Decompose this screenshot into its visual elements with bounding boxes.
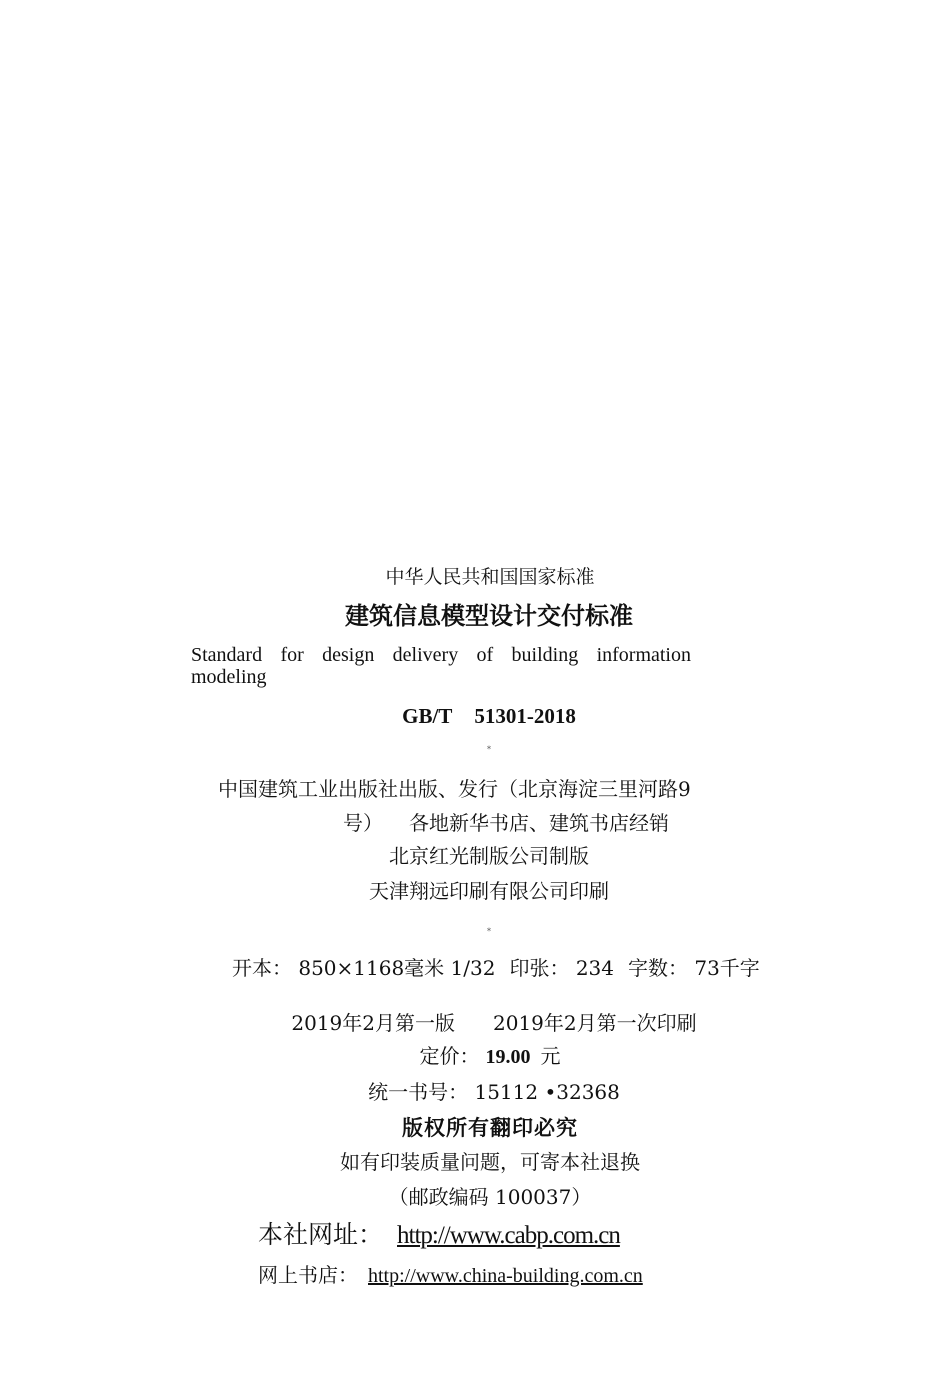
return-notice: 如有印装质量问题，可寄本社退换 [340,1150,640,1174]
price-value: 19.00 [485,1046,531,1068]
first-edition: 2019年2月第一版 [291,1011,455,1035]
publisher-info [218,778,691,835]
publisher-line-2 [218,812,691,835]
word-count: 字数： 73千字 [628,956,760,980]
standard-code-prefix: GB/T [402,704,453,728]
online-bookstore [258,1259,643,1288]
price-label: 定价： [419,1044,480,1068]
separator-mark: * [487,745,491,754]
book-title-english: Standard for design delivery of building information modeling [191,644,691,688]
first-printing: 2019年2月第一次印刷 [493,1011,697,1035]
publisher-address-end: 号） [343,811,383,835]
plate-maker: 北京红光制版公司制版 [389,844,589,868]
unified-book-number: 统一书号： 15112 •32368 [368,1080,620,1104]
edition-info [0,1012,950,1035]
postcode: （邮政编码 100037） [388,1185,592,1209]
price [0,1045,950,1069]
publisher-website [258,1215,620,1251]
website-label: 本社网址： [258,1220,384,1249]
publisher-line-1: 中国建筑工业出版社出版、发行（北京海淀三里河路9 [218,777,691,801]
website-link[interactable]: http://www.cabp.com.cn [397,1222,620,1249]
printed-sheets: 印张： 234 [509,956,614,980]
separator-mark: * [487,927,491,936]
distributor: 各地新华书店、建筑书店经销 [409,811,669,835]
online-store-link[interactable]: http://www.china-building.com.cn [368,1265,643,1287]
standard-series-label: 中华人民共和国国家标准 [385,566,595,588]
format-specs [232,956,782,980]
copyright-notice: 版权所有翻印必究 [402,1116,578,1140]
online-store-label: 网上书店： [258,1263,358,1287]
printer: 天津翔远印刷有限公司印刷 [369,879,609,903]
price-unit: 元 [540,1044,561,1068]
format-size: 开本： 850×1168毫米 1/32 [232,956,496,980]
book-title-chinese: 建筑信息模型设计交付标准 [345,602,633,630]
standard-code-number: 51301-2018 [474,704,576,728]
standard-code [0,704,950,728]
